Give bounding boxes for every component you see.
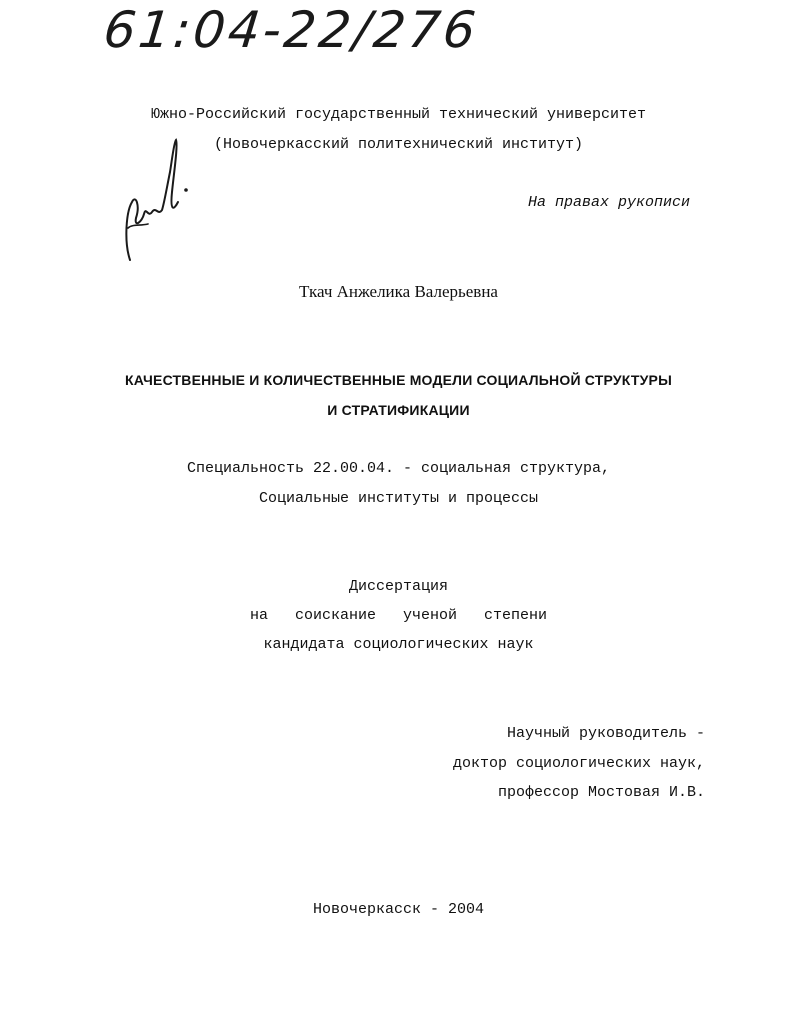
title-line-2: И СТРАТИФИКАЦИИ xyxy=(327,402,470,418)
author-name: Ткач Анжелика Валерьевна xyxy=(299,282,498,301)
signature-mark xyxy=(118,132,198,272)
manuscript-note: На правах рукописи xyxy=(528,194,691,211)
supervisor-degree: доктор социологических наук, xyxy=(452,755,705,772)
supervisor-label: Научный руководитель - xyxy=(506,725,705,742)
degree-line: на соискание ученой степени xyxy=(249,607,548,624)
institute-name: (Новочеркасский политехнический институт) xyxy=(213,136,584,153)
archive-code: 61:04-22/276 xyxy=(100,1,482,59)
title-line-1: КАЧЕСТВЕННЫЕ И КОЛИЧЕСТВЕННЫЕ МОДЕЛИ СОЦИАЛЬНОЙ СТРУКТУРЫ xyxy=(125,372,672,388)
specialty-line-2: Социальные институты и процессы xyxy=(258,490,539,507)
university-name: Южно-Российский государственный технический университет xyxy=(150,106,647,123)
city-year: Новочеркасск - 2004 xyxy=(312,901,485,918)
supervisor-name: профессор Мостовая И.В. xyxy=(497,784,705,801)
dissertation-label: Диссертация xyxy=(348,578,449,595)
degree-field-line: кандидата социологических наук xyxy=(263,636,534,653)
specialty-line-1: Специальность 22.00.04. - социальная структура, xyxy=(186,460,611,477)
